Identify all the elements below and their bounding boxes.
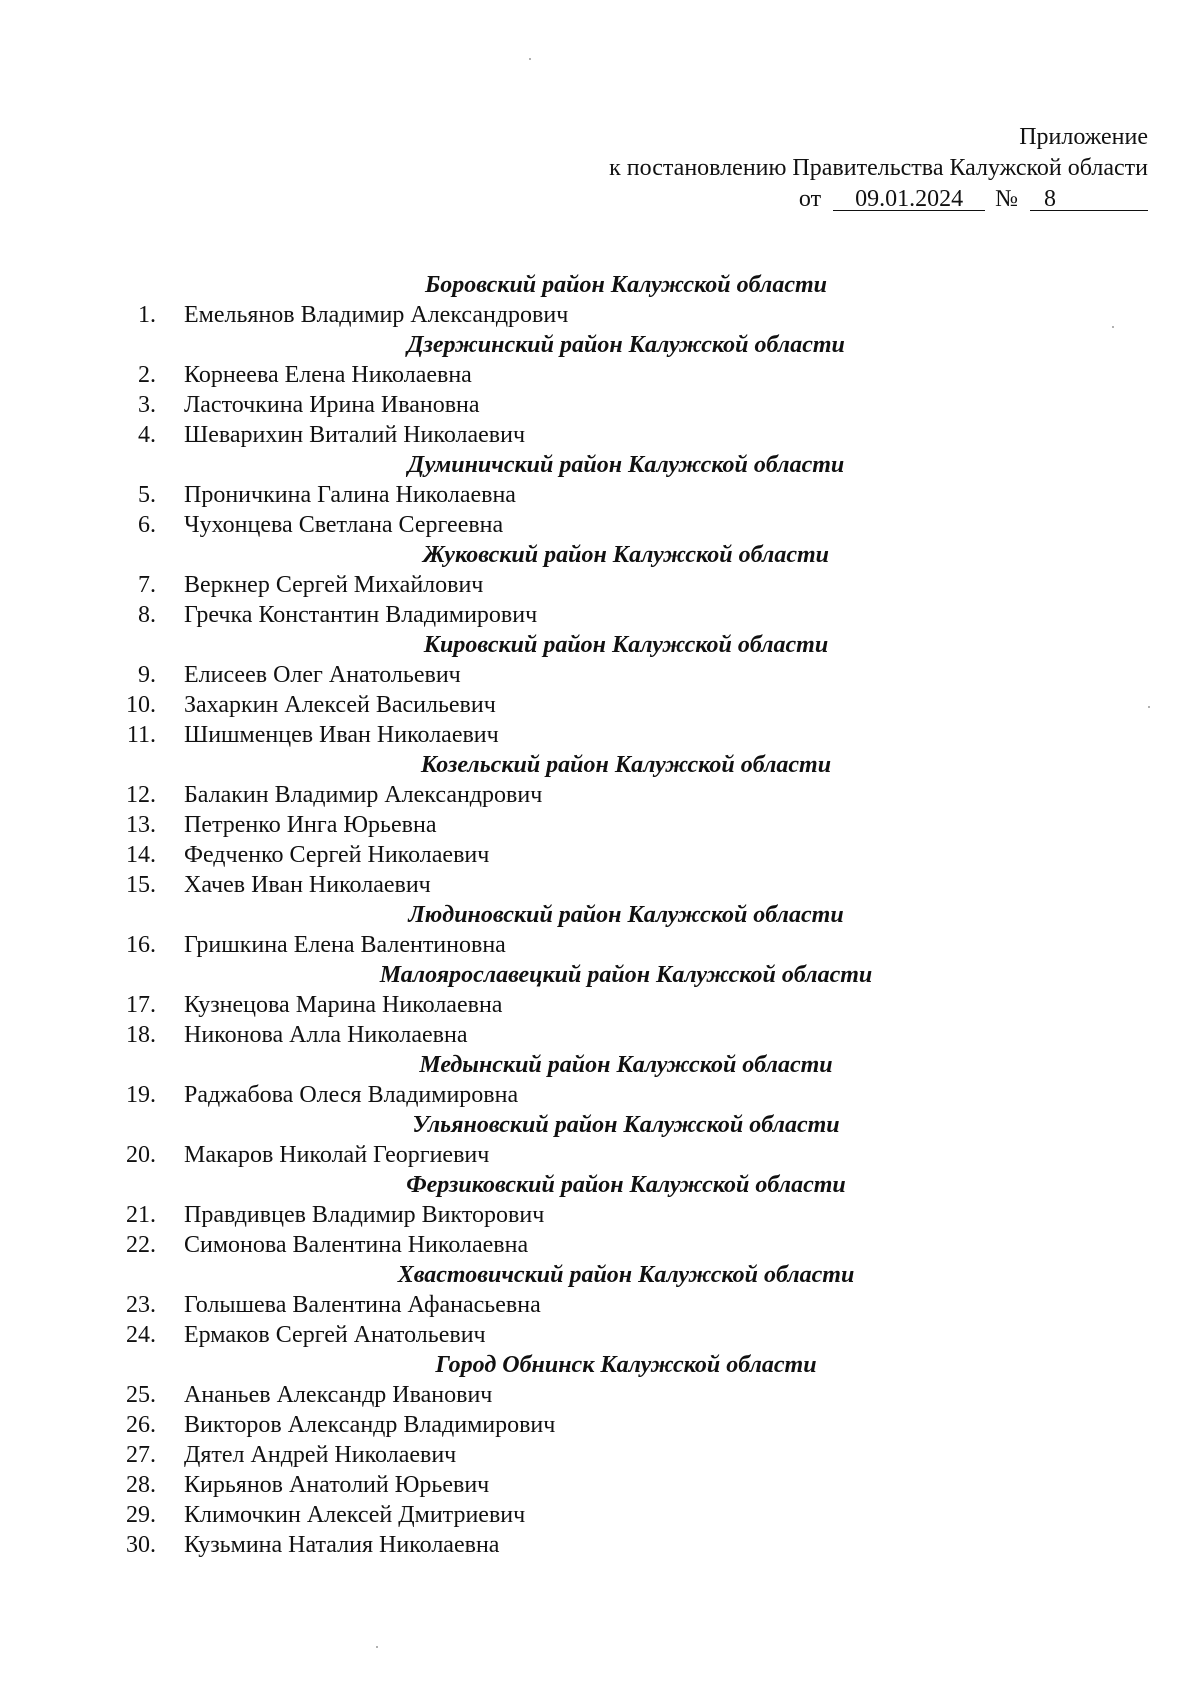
entry-number: 19. — [126, 1082, 156, 1108]
list-item — [0, 1470, 1200, 1500]
appendix-title: Приложение — [1019, 124, 1148, 150]
district-heading: Дзержинский район Калужской области — [407, 332, 845, 358]
person-name: Раджабова Олеся Владимировна — [184, 1082, 519, 1108]
list-item — [0, 1440, 1200, 1470]
list-item — [0, 360, 1200, 390]
list-item — [0, 660, 1200, 690]
district-heading: Ульяновский район Калужской области — [412, 1112, 840, 1138]
entry-number: 11. — [126, 722, 156, 748]
resolution-date: 09.01.2024 — [833, 188, 985, 211]
person-name: Елисеев Олег Анатольевич — [184, 662, 461, 688]
list-item — [0, 1230, 1200, 1260]
list-item — [0, 1140, 1200, 1170]
entry-number: 28. — [126, 1472, 156, 1498]
district-heading: Боровский район Калужской области — [424, 272, 828, 298]
list-item — [0, 570, 1200, 600]
person-name: Чухонцева Светлана Сергеевна — [184, 512, 504, 538]
entry-number: 20. — [126, 1142, 156, 1168]
person-name: Никонова Алла Николаевна — [184, 1022, 468, 1048]
person-name: Ананьев Александр Иванович — [184, 1382, 493, 1408]
entry-number: 21. — [126, 1202, 156, 1228]
award-recipients-list — [0, 270, 1200, 1560]
person-name: Балакин Владимир Александрович — [184, 782, 543, 808]
person-name: Дятел Андрей Николаевич — [184, 1442, 457, 1468]
entry-number: 4. — [138, 422, 156, 448]
list-item — [0, 1200, 1200, 1230]
district-heading: Город Обнинск Калужской области — [435, 1352, 817, 1378]
person-name: Кузьмина Наталия Николаевна — [184, 1532, 500, 1558]
entry-number: 14. — [126, 842, 156, 868]
person-name: Правдивцев Владимир Викторович — [184, 1202, 545, 1228]
district-heading: Кировский район Калужской области — [423, 632, 829, 658]
entry-number: 10. — [126, 692, 156, 718]
entry-number: 13. — [126, 812, 156, 838]
district-heading: Медынский район Калужской области — [419, 1052, 833, 1078]
resolution-reference: к постановлению Правительства Калужской области — [609, 155, 1148, 181]
district-heading: Людиновский район Калужской области — [408, 902, 844, 928]
number-label: № — [995, 186, 1018, 212]
district-heading: Хвастовичский район Калужской области — [397, 1262, 855, 1288]
resolution-number: 8 — [1030, 188, 1148, 211]
entry-number: 22. — [126, 1232, 156, 1258]
list-item — [0, 480, 1200, 510]
list-item — [0, 810, 1200, 840]
entry-number: 16. — [126, 932, 156, 958]
list-item — [0, 1290, 1200, 1320]
scan-speck — [529, 58, 531, 60]
person-name: Макаров Николай Георгиевич — [184, 1142, 490, 1168]
person-name: Ласточкина Ирина Ивановна — [184, 392, 480, 418]
district-heading: Козельский район Калужской области — [420, 752, 832, 778]
person-name: Петренко Инга Юрьевна — [184, 812, 437, 838]
list-item — [0, 930, 1200, 960]
scan-speck — [376, 1646, 378, 1648]
entry-number: 12. — [126, 782, 156, 808]
list-item — [0, 780, 1200, 810]
entry-number: 26. — [126, 1412, 156, 1438]
list-item — [0, 990, 1200, 1020]
entry-number: 25. — [126, 1382, 156, 1408]
list-item — [0, 390, 1200, 420]
list-item — [0, 1080, 1200, 1110]
person-name: Веркнер Сергей Михайлович — [184, 572, 484, 598]
entry-number: 27. — [126, 1442, 156, 1468]
resolution-date-number — [609, 184, 1148, 215]
entry-number: 1. — [138, 302, 156, 328]
person-name: Корнеева Елена Николаевна — [184, 362, 472, 388]
person-name: Кузнецова Марина Николаевна — [184, 992, 503, 1018]
entry-number: 7. — [138, 572, 156, 598]
person-name: Климочкин Алексей Дмитриевич — [184, 1502, 526, 1528]
entry-number: 8. — [138, 602, 156, 628]
entry-number: 18. — [126, 1022, 156, 1048]
list-item — [0, 600, 1200, 630]
entry-number: 9. — [138, 662, 156, 688]
person-name: Кирьянов Анатолий Юрьевич — [184, 1472, 490, 1498]
person-name: Симонова Валентина Николаевна — [184, 1232, 529, 1258]
district-heading: Ферзиковский район Калужской области — [406, 1172, 846, 1198]
person-name: Емельянов Владимир Александрович — [184, 302, 569, 328]
person-name: Федченко Сергей Николаевич — [184, 842, 490, 868]
from-label: от — [798, 186, 822, 212]
list-item — [0, 420, 1200, 450]
district-heading: Жуковский район Калужской области — [422, 542, 829, 568]
entry-number: 15. — [126, 872, 156, 898]
person-name: Захаркин Алексей Васильевич — [184, 692, 496, 718]
entry-number: 3. — [138, 392, 156, 418]
entry-number: 2. — [138, 362, 156, 388]
person-name: Гречка Константин Владимирович — [184, 602, 538, 628]
person-name: Проничкина Галина Николаевна — [184, 482, 516, 508]
list-item — [0, 510, 1200, 540]
list-item — [0, 720, 1200, 750]
list-item — [0, 300, 1200, 330]
list-item — [0, 1410, 1200, 1440]
list-item — [0, 1530, 1200, 1560]
list-item — [0, 1020, 1200, 1050]
person-name: Гришкина Елена Валентиновна — [184, 932, 506, 958]
list-item — [0, 1320, 1200, 1350]
entry-number: 29. — [126, 1502, 156, 1528]
entry-number: 23. — [126, 1292, 156, 1318]
person-name: Викторов Александр Владимирович — [184, 1412, 556, 1438]
person-name: Ермаков Сергей Анатольевич — [184, 1322, 486, 1348]
district-heading: Думиничский район Калужской области — [407, 452, 845, 478]
list-item — [0, 1380, 1200, 1410]
entry-number: 17. — [126, 992, 156, 1018]
entry-number: 30. — [126, 1532, 156, 1558]
list-item — [0, 1500, 1200, 1530]
entry-number: 24. — [126, 1322, 156, 1348]
list-item — [0, 690, 1200, 720]
entry-number: 6. — [138, 512, 156, 538]
appendix-header — [609, 122, 1148, 215]
list-item — [0, 840, 1200, 870]
person-name: Голышева Валентина Афанасьевна — [184, 1292, 541, 1318]
person-name: Шеварихин Виталий Николаевич — [184, 422, 526, 448]
entry-number: 5. — [138, 482, 156, 508]
person-name: Шишменцев Иван Николаевич — [184, 722, 499, 748]
person-name: Хачев Иван Николаевич — [184, 872, 431, 898]
district-heading: Малоярославецкий район Калужской области — [379, 962, 873, 988]
list-item — [0, 870, 1200, 900]
